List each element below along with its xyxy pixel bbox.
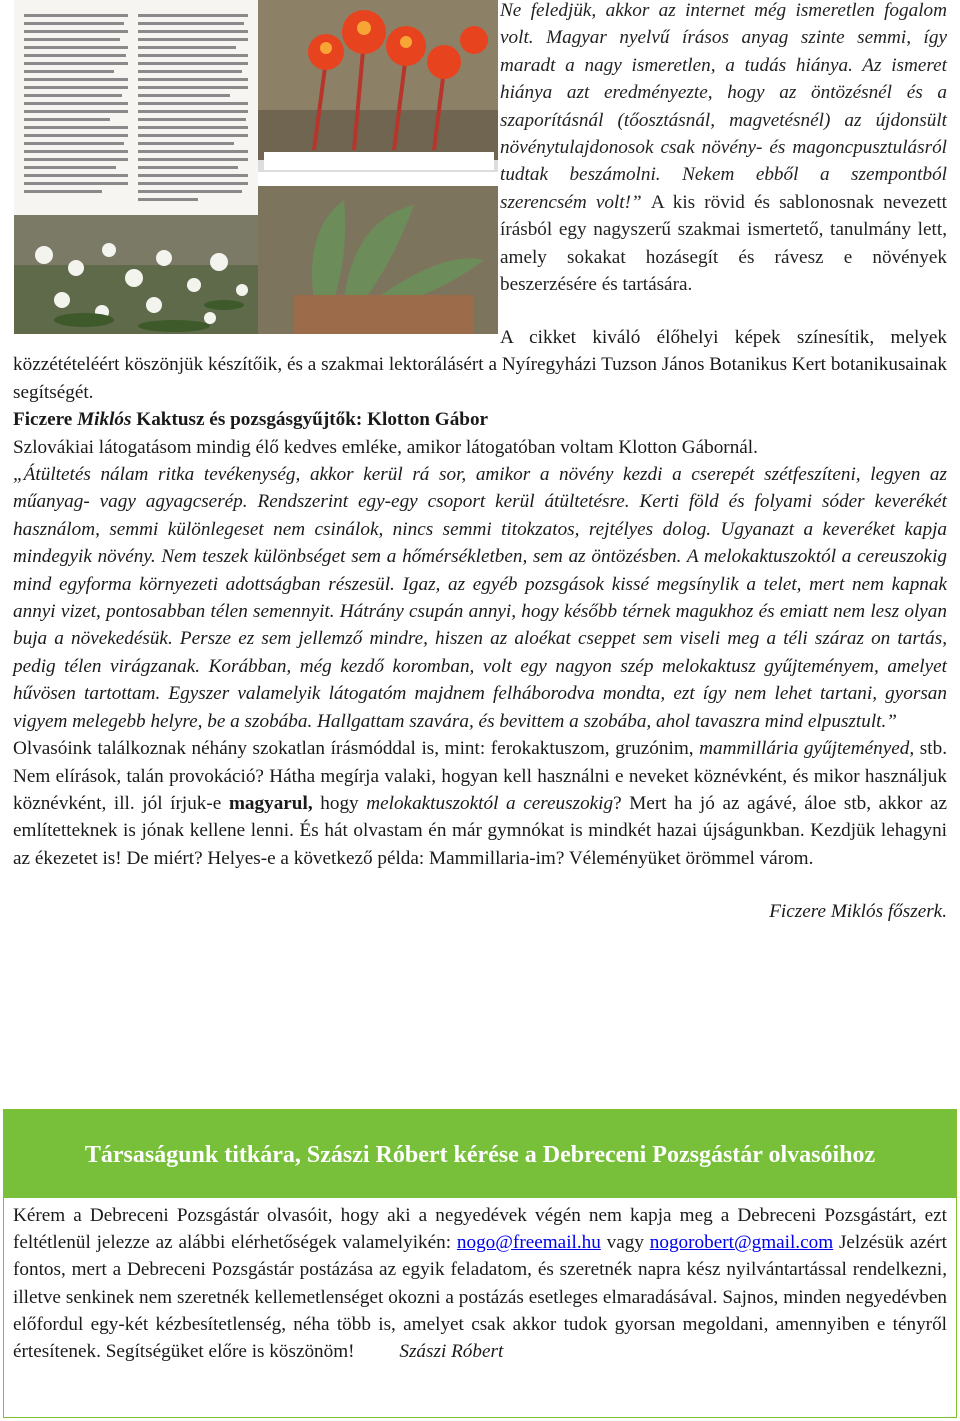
- heading-name-b: Miklós: [77, 409, 132, 431]
- column-upright-text: A kis rövid és sablonosnak nevezett írásból egy nagyszerű szakmai ismertető, tanulmány lett, amely sokakat hozásegít és rávesz e növények beszerzésére és tartására.: [500, 191, 947, 296]
- editorial-text-f: melokaktuszoktól a cereuszokig: [366, 792, 614, 814]
- notice-body: [4, 1198, 956, 1365]
- paragraph-editorial: [13, 735, 947, 872]
- editorial-text-c: stb. Nem elírások, talán provokáció? Hátha megírja valaki, hogyan kell használni e neveket köznévként, és mikor használjuk köznévként, ill. jól írjuk-e: [13, 738, 947, 814]
- editorial-text-b: mammillária gyűjteményed,: [699, 738, 915, 760]
- notice-text-c: Jelzésük azért fontos, mert a Debreceni Pozsgástár postázása az egyik feladatom, és szeretnék napra kész nyilvántartással rendelkezni, illetve senkinek nem szeretnék kellemetlenséget okozni a postázás esetleges elmaradásával. Sajnos, minden negyedévben előfordul egy-két kézbesítetlenség, néha több is, amelyet csak akkor tudok gyorsan megoldani, amennyiben e tényről értesítenek. Segítségüket előre is köszönöm!: [13, 1232, 948, 1363]
- paragraph-intro: Szlovákiai látogatásom mindig élő kedves emléke, amikor látogatóban voltam Klotton Gábornál.: [13, 436, 758, 458]
- editor-signature: Ficzere Miklós főszerk.: [769, 901, 947, 923]
- email-link-1[interactable]: nogo@freemail.hu: [456, 1232, 601, 1254]
- column-text: [500, 0, 947, 298]
- notice-box: [3, 1109, 957, 1418]
- editorial-text-g: ? Mert ha jó az agávé, áloe stb, akkor az említetteknek is jónak kellene lenni. És hát olvastam én már gymnókat is mindkét hazai újságunkban. Kezdjük lehagyni az ékezetet is! De miért? Helyes-e a következő példa: Mammillaria-im? Véleményüket örömmel várom.: [13, 792, 948, 869]
- column-italic-text: Ne feledjük, akkor az internet még ismeretlen fogalom volt. Magyar nyelvű írásos anyag szinte semmi, így maradt a nagy ismeretlen, a tudás hiánya. Az ismeret hiánya azt eredményezte, hogy az öntözésnél és a szaporításnál (tőosztásnál, magvetésnél) az újdonsült növénytulajdonosok csak növény- és magoncpusztulásról tudtak beszámolni. Nekem ebből a szempontból szerencsém volt!”: [500, 0, 947, 213]
- article-figure: [14, 0, 498, 334]
- editorial-text-a: Olvasóink találkoznak néhány szokatlan írásmóddal is, mint: ferokaktuszom, gruzónim,: [13, 738, 694, 760]
- figure-scan: [14, 0, 498, 334]
- email-link-2[interactable]: nogorobert@gmail.com: [649, 1232, 834, 1254]
- article-heading: [13, 406, 947, 433]
- notice-text-b: vagy: [606, 1232, 644, 1254]
- notice-text-a: Kérem a Debreceni Pozsgástár olvasóit, hogy aki a negyedévek végén nem kapja meg a Debreceni Pozsgástárt, ezt feltétlenül jelezze az alábbi elérhetőségek valamelyikén:: [13, 1205, 947, 1254]
- paragraph-quote: „Átültetés nálam ritka tevékenység, akkor kerül rá sor, amikor a növény kezdi a cserepét szétfeszíteni, legyen az műanyag- vagy agyagcserép. Rendszerint egy-egy csoport kerül átültetésre. Kerti föld és folyami sóder keverékét használom, semmi különlegeset nem csinálok, nincs semmi titokzatos, rejtélyes dolog. Ugyanazt a keveréket kapja mindegyik növény. Nem teszek különbséget sem a hőmérsékletben, sem az öntözésben. A melokaktuszoktól a cereuszokig mind egyforma környezeti adottságban részesül. Igaz, az egyéb pozsgások kissé megsínylik a telet, mert nem kapnak annyi vizet, pontosabban télen semennyit. Hátrány csupán annyi, hogy később térnek magukhoz és emiatt nem lesz olyan buja a növekedésük. Persze ez sem jellemző mindre, hiszen az aloékat cseppet sem viseli meg a téli száraz on tartás, pedig télen virágzanak. Korábban, még kezdő koromban, volt egy nagyon szép melokaktusz gyűjteményem, amelyet hűvösen tartottam. Egyszer valamelyik látogatóm majdnem felháborodva mondta, ezt így nem lehet tartani, gyorsan vigyem melegebb helyre, be a szobába. Hallgattam szavára, és bevittem a szobába, ahol tavaszra mind elpusztult.”: [13, 464, 947, 732]
- paragraph-acknowledgement: A cikket kiváló élőhelyi képek színesítik, melyek közzétételéért köszönjük készítőik, és a szakmai lektorálásért a Nyíregyházi Tuzson János Botanikus Kert botanikusainak segítségét.: [13, 327, 947, 403]
- main-text: [13, 324, 947, 926]
- notice-title: Társaságunk titkára, Szászi Róbert kérése a Debreceni Pozsgástár olvasóihoz: [4, 1110, 956, 1198]
- heading-name-a: Ficzere: [13, 409, 73, 431]
- editorial-text-e: hogy: [320, 792, 359, 814]
- editorial-text-d: magyarul,: [228, 792, 313, 814]
- notice-signature: Szászi Róbert: [399, 1341, 504, 1363]
- heading-rest: Kaktusz és pozsgásgyűjtők: Klotton Gábor: [136, 409, 489, 431]
